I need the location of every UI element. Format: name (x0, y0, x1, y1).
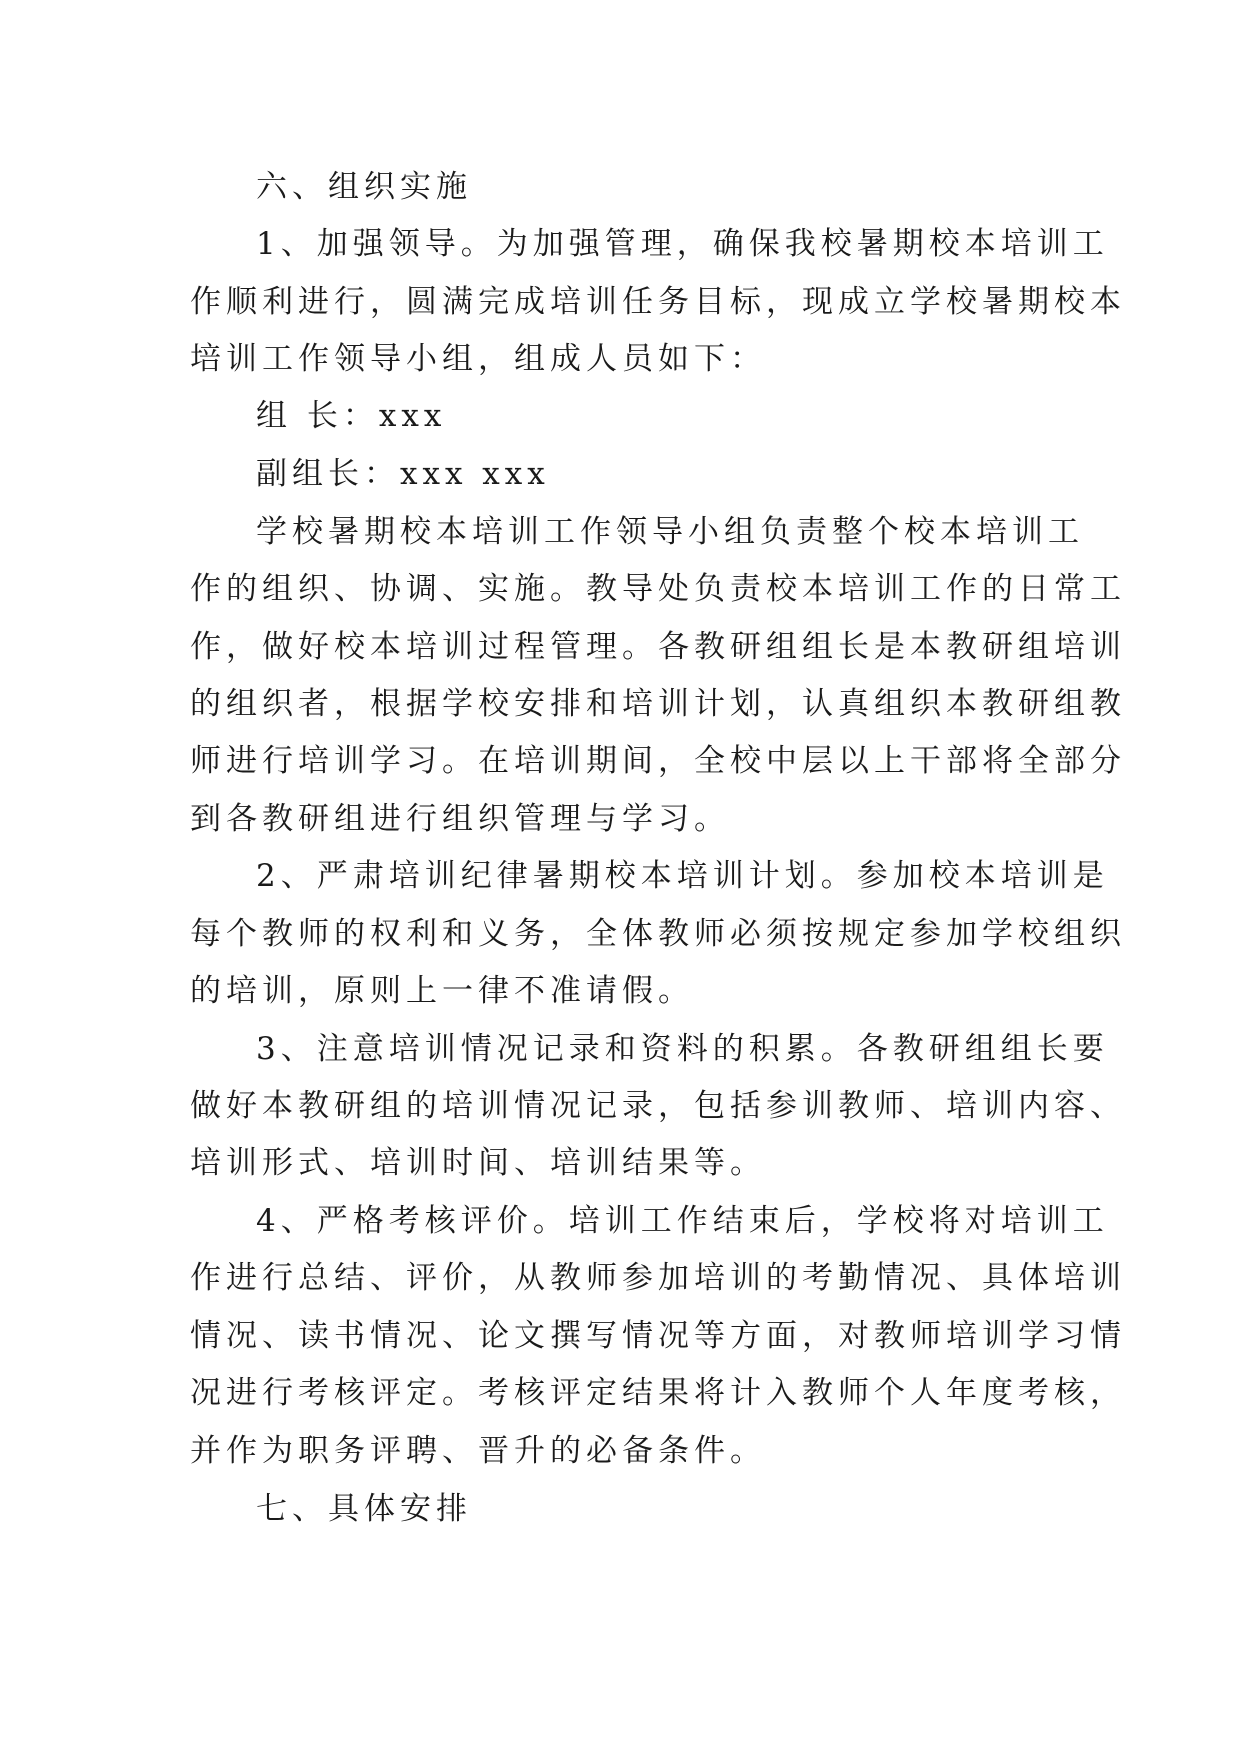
item4-line-2: 作进行总结、评价，从教师参加培训的考勤情况、具体培训 (190, 1260, 1126, 1296)
responsibility-line-3: 作，做好校本培训过程管理。各教研组组长是本教研组培训 (190, 629, 1126, 665)
item4-line-1: 4、严格考核评价。培训工作结束后，学校将对培训工 (256, 1203, 1109, 1239)
responsibility-line-6: 到各教研组进行组织管理与学习。 (190, 801, 730, 837)
item1-line-1: 1、加强领导。为加强管理，确保我校暑期校本培训工 (256, 226, 1109, 262)
deputy-leader-line: 副组长：xxx xxx (256, 456, 550, 492)
item1-line-2: 作顺利进行，圆满完成培训任务目标，现成立学校暑期校本 (190, 284, 1126, 320)
item3-line-1: 3、注意培训情况记录和资料的积累。各教研组组长要 (256, 1031, 1109, 1067)
responsibility-line-4: 的组织者，根据学校安排和培训计划，认真组织本教研组教 (190, 686, 1126, 722)
section-heading-organization: 六、组织实施 (256, 169, 472, 205)
responsibility-line-5: 师进行培训学习。在培训期间，全校中层以上干部将全部分 (190, 743, 1126, 779)
section-heading-arrangement: 七、具体安排 (256, 1491, 472, 1527)
item4-line-5: 并作为职务评聘、晋升的必备条件。 (190, 1433, 766, 1469)
item4-line-4: 况进行考核评定。考核评定结果将计入教师个人年度考核， (190, 1375, 1126, 1411)
item2-line-1: 2、严肃培训纪律暑期校本培训计划。参加校本培训是 (256, 858, 1109, 894)
responsibility-line-1: 学校暑期校本培训工作领导小组负责整个校本培训工 (256, 514, 1084, 550)
item3-line-3: 培训形式、培训时间、培训结果等。 (190, 1145, 766, 1181)
responsibility-line-2: 作的组织、协调、实施。教导处负责校本培训工作的日常工 (190, 571, 1126, 607)
item4-line-3: 情况、读书情况、论文撰写情况等方面，对教师培训学习情 (190, 1318, 1126, 1354)
item1-line-3: 培训工作领导小组，组成人员如下： (190, 341, 766, 377)
item3-line-2: 做好本教研组的培训情况记录，包括参训教师、培训内容、 (190, 1088, 1126, 1124)
item2-line-3: 的培训，原则上一律不准请假。 (190, 973, 694, 1009)
item2-line-2: 每个教师的权利和义务，全体教师必须按规定参加学校组织 (190, 916, 1126, 952)
leader-line: 组 长：xxx (256, 398, 447, 434)
